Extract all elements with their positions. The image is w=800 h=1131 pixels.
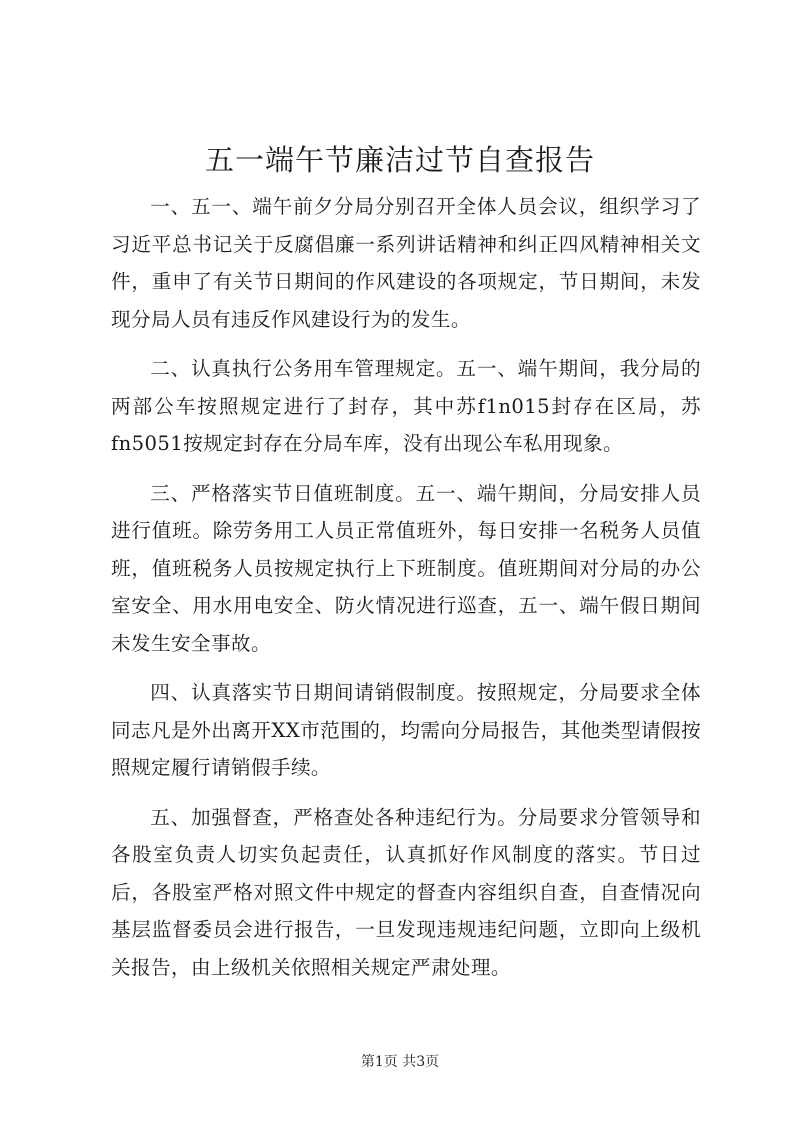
document-body xyxy=(111,188,701,998)
paragraph-5: 五、加强督查，严格查处各种违纪行为。分局要求分管领导和各股室负责人切实负起责任，认真抓好作风制度的落实。节日过后，各股室严格对照文件中规定的督查内容组织自查，自查情况向基层监督委员会进行报告，一旦发现违规违纪问题，立即向上级机关报告，由上级机关依照相关规定严肃处理。 xyxy=(111,805,701,979)
paragraph-4: 四、认真落实节日期间请销假制度。按照规定，分局要求全体同志凡是外出离开XX市范围的，均需向分局报告，其他类型请假按照规定履行请销假手续。 xyxy=(111,681,701,779)
page-title: 五一端午节廉洁过节自查报告 xyxy=(204,143,595,177)
page-footer: 第1页 共3页 xyxy=(360,1054,440,1070)
paragraph-1: 一、五一、端午前夕分局分别召开全体人员会议，组织学习了习近平总书记关于反腐倡廉一系列讲话精神和纠正四风精神相关文件，重申了有关节日期间的作风建设的各项规定，节日期间，未发现分局人员有违反作风建设行为的发生。 xyxy=(111,195,701,331)
paragraph-2: 二、认真执行公务用车管理规定。五一、端午期间，我分局的两部公车按照规定进行了封存，其中苏f1n015封存在区局，苏fn5051按规定封存在分局车库，没有出现公车私用现象。 xyxy=(111,357,701,455)
paragraph-3: 三、严格落实节日值班制度。五一、端午期间，分局安排人员进行值班。除劳务用工人员正常值班外，每日安排一名税务人员值班，值班税务人员按规定执行上下班制度。值班期间对分局的办公室安全、用水用电安全、防火情况进行巡查，五一、端午假日期间未发生安全事故。 xyxy=(111,481,701,655)
